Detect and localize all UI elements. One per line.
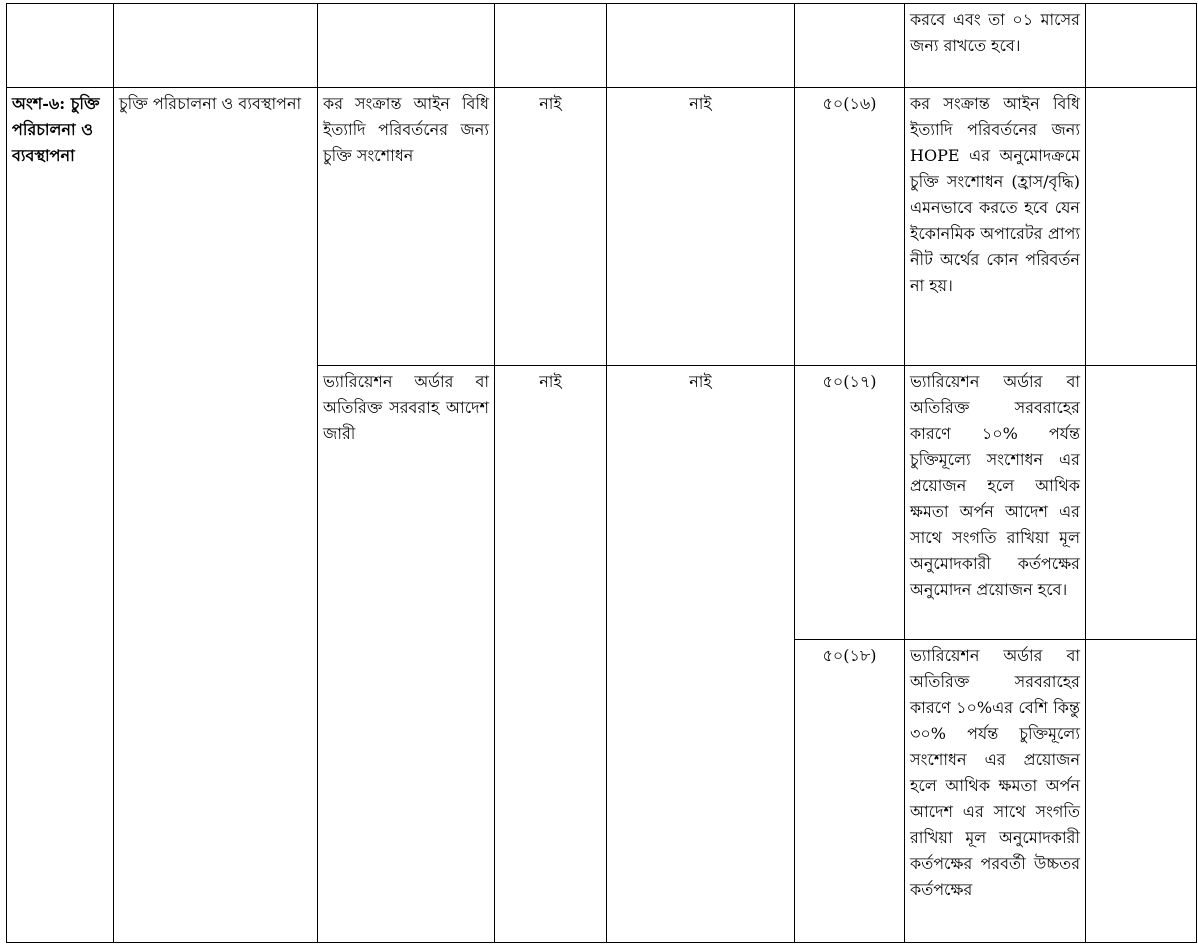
cell-section — [7, 4, 114, 88]
table-row — [7, 88, 1197, 366]
cell-ref: ৫০(১৮) — [795, 640, 905, 943]
cell-item — [318, 4, 495, 88]
cell-subject — [114, 4, 318, 88]
cell-remark: ভ্যারিয়েশন অর্ডার বা অতিরিক্ত সরবরাহের কারণে ১০%এর বেশি কিন্তু ৩০% পর্যন্ত চুক্তিমূল্যে সংশোধন এর প্রয়োজন হলে আথিক ক্ষমতা অর্পন আদেশ এর সাথে সংগতি রাখিয়া মূল অনুমোদকারী কর্তপক্ষের পরবর্তী উচ্চতর কর্তপক্ষের — [905, 640, 1086, 943]
cell-col4: নাই — [495, 88, 607, 366]
cell-empty — [1086, 88, 1197, 366]
cell-ref: ৫০(১৭) — [795, 366, 905, 640]
cell-empty — [1086, 366, 1197, 640]
cell-remark: করবে এবং তা ০১ মাসের জন্য রাখতে হবে। — [905, 4, 1086, 88]
cell-col4: নাই — [495, 366, 607, 943]
cell-col5 — [607, 4, 795, 88]
cell-ref: ৫০(১৬) — [795, 88, 905, 366]
cell-subject: চুক্তি পরিচালনা ও ব্যবস্থাপনা — [114, 88, 318, 943]
cell-ref — [795, 4, 905, 88]
delegation-table — [6, 3, 1197, 943]
cell-remark: কর সংক্রান্ত আইন বিধি ইত্যাদি পরিবর্তনের জন্য HOPE এর অনুমোদক্রমে চুক্তি সংশোধন (হ্রাস/বৃদ্ধি) এমনভাবে করতে হবে যেন ইকোনমিক অপারেটর প্রাপ্য নীট অর্থের কোন পরিবর্তন না হয়। — [905, 88, 1086, 366]
cell-empty — [1086, 640, 1197, 943]
cell-remark: ভ্যারিয়েশন অর্ডার বা অতিরিক্ত সরবরাহের কারণে ১০% পর্যন্ত চুক্তিমূল্যে সংশোধন এর প্রয়োজন হলে আথিক ক্ষমতা অর্পন আদেশ এর সাথে সংগতি রাখিয়া মূল অনুমোদকারী কর্তপক্ষের অনুমোদন প্রয়োজন হবে। — [905, 366, 1086, 640]
cell-col5: নাই — [607, 366, 795, 943]
table-row — [7, 4, 1197, 88]
cell-section: অংশ-৬: চুক্তি পরিচালনা ও ব্যবস্থাপনা — [7, 88, 114, 943]
cell-empty — [1086, 4, 1197, 88]
cell-item: কর সংক্রান্ত আইন বিধি ইত্যাদি পরিবর্তনের জন্য চুক্তি সংশোধন — [318, 88, 495, 366]
cell-col5: নাই — [607, 88, 795, 366]
cell-item: ভ্যারিয়েশন অর্ডার বা অতিরিক্ত সরবরাহ আদেশ জারী — [318, 366, 495, 943]
cell-col4 — [495, 4, 607, 88]
